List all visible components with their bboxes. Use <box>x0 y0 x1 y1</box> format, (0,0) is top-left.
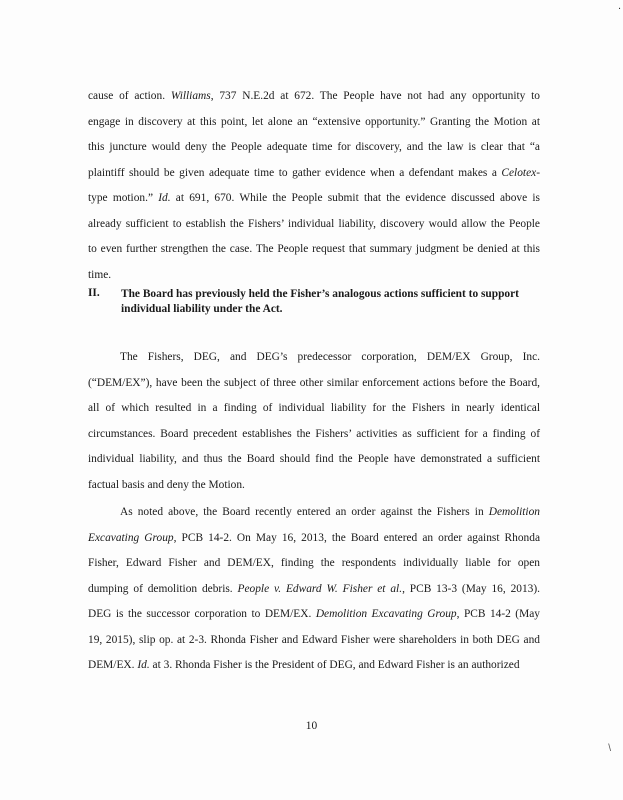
italic-citation: Demolition Excavating Group <box>315 608 457 620</box>
text-line: already sufficient to establish the Fishers’ individual liability, discovery would allow the People <box>88 217 540 230</box>
italic-citation: Id. <box>137 659 150 671</box>
text-line: DEM/EX. Id. at 3. Rhonda Fisher is the President of DEG, and Edward Fisher is an authorized <box>88 659 520 671</box>
text-line: factual basis and deny the Motion. <box>88 478 245 491</box>
text-line: The Fishers, DEG, and DEG’s predecessor corporation, DEM/EX Group, Inc. <box>120 351 540 363</box>
text-line: Fisher, Edward Fisher and DEM/EX, finding the respondents individually liable for open <box>88 557 540 569</box>
text-line: to even further strengthen the case. The People request that summary judgment be denied at this <box>88 243 540 255</box>
text-line: individual liability, and thus the Board should find the People have demonstrated a sufficient <box>88 453 540 465</box>
text-line: all of which resulted in a finding of individual liability for the Fishers in nearly identical <box>88 402 540 414</box>
text-line: 19, 2015), slip op. at 2-3. Rhonda Fisher and Edward Fisher were shareholders in both DEG and <box>88 633 540 646</box>
scan-edge-mark: \ <box>608 743 611 754</box>
text-line: engage in discovery at this point, let alone an “extensive opportunity.” Granting the Motion at <box>88 115 540 128</box>
section-title-line-1: The Board has previously held the Fisher’s analogous actions sufficient to support <box>121 288 519 300</box>
italic-citation: Excavating Group <box>88 531 174 544</box>
text-line: (“DEM/EX”), have been the subject of three other similar enforcement actions before the Board, <box>88 376 540 389</box>
text-line: As noted above, the Board recently entered an order against the Fishers in Demolition <box>120 506 540 518</box>
italic-citation: People v. Edward W. Fisher et al. <box>237 582 403 595</box>
text-line: Excavating Group, PCB 14-2. On May 16, 2013, the Board entered an order against Rhonda <box>88 531 540 544</box>
text-line: this juncture would deny the People adequate time for discovery, and the law is clear that “a <box>88 141 540 153</box>
text-line: time. <box>88 268 112 281</box>
italic-citation: Id. <box>158 192 171 204</box>
text-line: cause of action. Williams, 737 N.E.2d at 672. The People have not had any opportunity to <box>88 90 540 102</box>
italic-citation: Demolition <box>488 506 540 518</box>
section-number: II. <box>88 287 100 299</box>
section-title-line-2: individual liability under the Act. <box>121 303 283 315</box>
text-line: plaintiff should be given adequate time to gather evidence when a defendant makes a Celotex- <box>88 166 540 179</box>
text-line: dumping of demolition debris. People v. Edward W. Fisher et al., PCB 13-3 (May 16, 2013). <box>88 582 541 595</box>
scan-corner-mark: . <box>617 0 621 12</box>
page-number: 10 <box>305 720 318 732</box>
italic-citation: Williams <box>170 90 211 102</box>
text-line: circumstances. Board precedent establishes the Fishers’ activities as sufficient for a finding of <box>88 427 540 440</box>
text-line: type motion.” Id. at 691, 670. While the People submit that the evidence discussed above is <box>88 192 540 204</box>
italic-citation: Celotex <box>501 166 537 179</box>
text-line: DEG is the successor corporation to DEM/EX. Demolition Excavating Group, PCB 14-2 (May <box>88 608 540 620</box>
